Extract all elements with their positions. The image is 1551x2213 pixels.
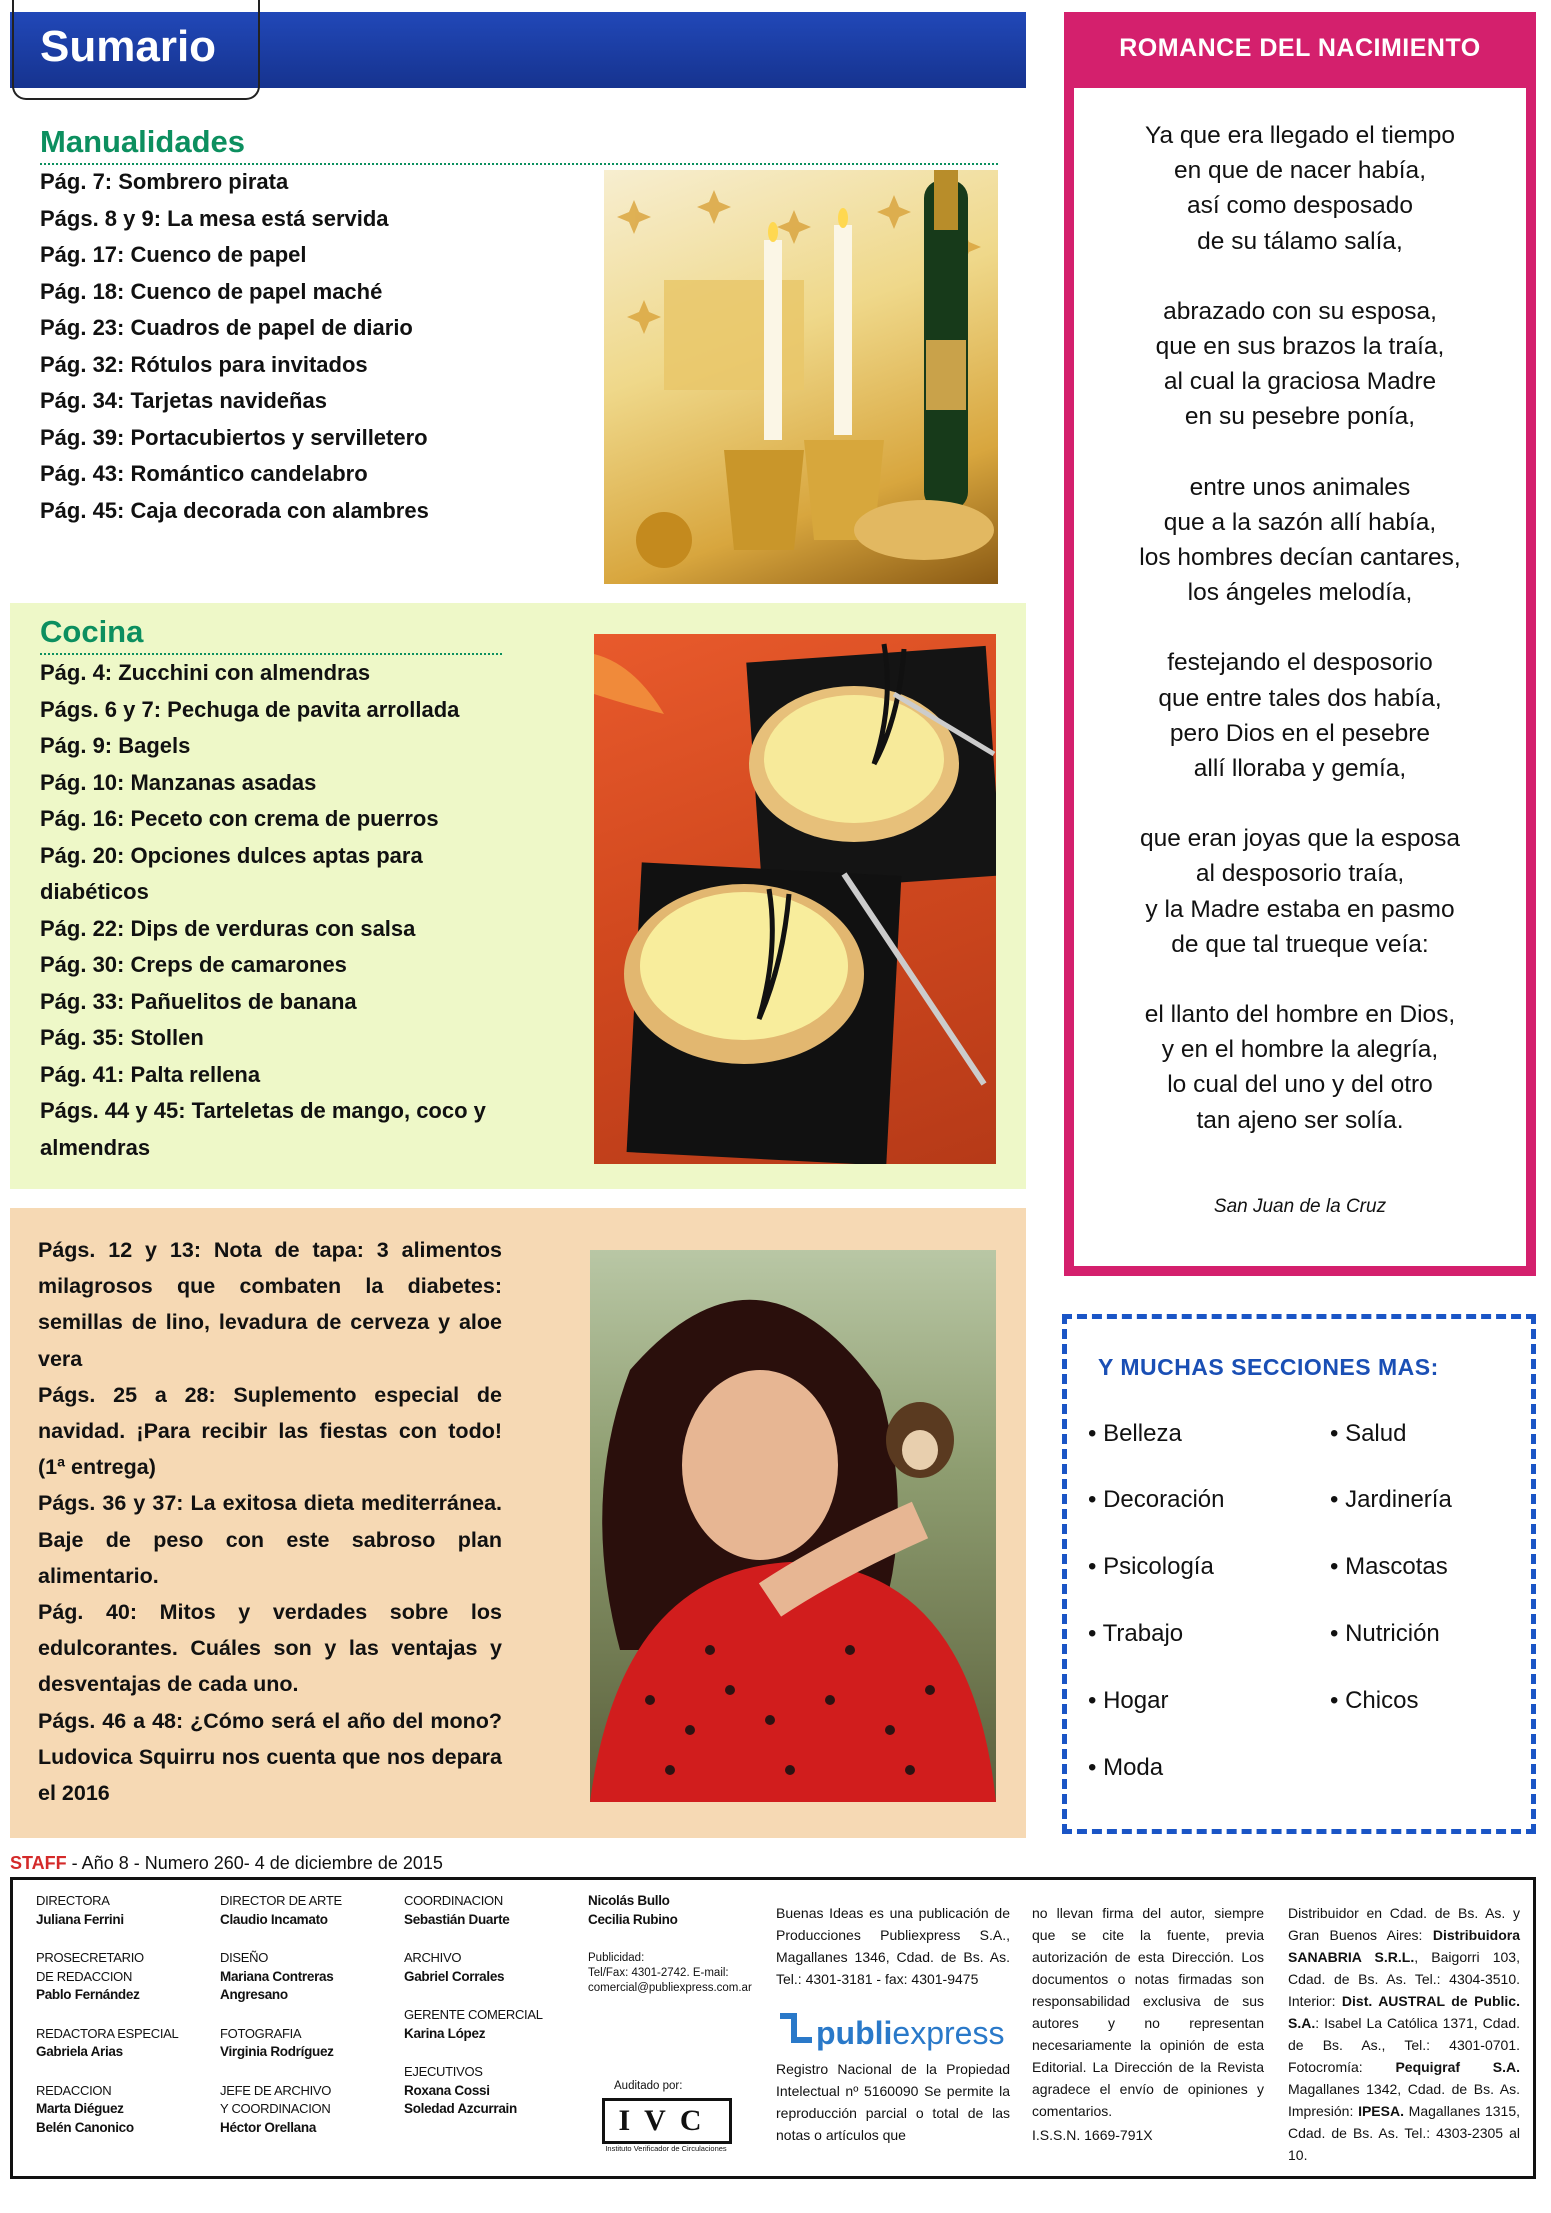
registro-info: Registro Nacional de la Propiedad Intelectual nº 5160090 Se permite la reproducción parcial o total de las notas o artículos que [776,2061,1010,2143]
staff-name: Virginia Rodríguez [220,2044,334,2059]
publiexpress-mark-icon [776,2012,816,2048]
staff-group [404,2006,574,2043]
list-item: Pág. 7: Sombrero pirata [40,169,289,194]
section-item: • Jardinería [1330,1486,1452,1514]
list-item: Pág. 33: Pañuelitos de banana [40,988,357,1014]
staff-column-3 [404,1892,574,2139]
poem-line: en su pesebre ponía, [1184,403,1416,431]
section-item: • Nutrición [1330,1620,1440,1648]
poem-line: entre unos animales [1189,473,1411,501]
note-1: Págs. 12 y 13: Nota de tapa: 3 alimentos milagrosos que combaten la diabetes: semillas de lino, levadura de cerveza y aloe vera [38,1238,502,1371]
distribution-info [1288,1902,1520,2166]
distribution-text: Magallanes 1315, Cdad. de Bs. As. Tel.: 4303-2305 al 10. [1288,2103,1520,2163]
section-item: • Trabajo [1088,1620,1183,1648]
cocina-title: Cocina [40,614,144,649]
poem-stanza [1078,997,1522,1138]
distribution-text: , Baigorri 103, Cdad. de Bs. As. Tel.: 4304-3510. Interior: [1288,1949,1520,2009]
featured-notes [38,1232,502,1811]
staff-group [36,2082,206,2138]
list-item: Pág. 9: Bagels [40,733,191,758]
distribution-bold: IPESA. [1358,2103,1404,2119]
list-item: Pág. 20: Opciones dulces aptas para [40,842,423,868]
list-item: Pág. 17: Cuenco de papel [40,242,307,267]
staff-name: Cecilia Rubino [588,1911,678,1927]
staff-group [36,1892,206,1929]
manualidades-title: Manualidades [40,124,245,159]
staff-role: FOTOGRAFIA [220,2025,302,2041]
poem-line: y en el hombre la alegría, [1161,1036,1439,1064]
list-item: Pág. 45: Caja decorada con alambres [40,497,429,523]
staff-name: Héctor Orellana [220,2119,317,2135]
poem-stanza [1078,821,1522,962]
staff-name: Angresano [220,1987,288,2002]
staff-name: Roxana Cossi [404,2082,490,2098]
cocina-list [40,655,580,1166]
distribution-text: Distribuidor en Cdad. de Bs. As. y Gran Buenos Aires: [1288,1905,1520,1943]
staff-name: Gabriela Arias [36,2044,123,2059]
list-item: Pág. 22: Dips de verduras con salsa [40,915,416,941]
ivc-subtitle: Instituto Verificador de Circulaciones [605,2144,727,2153]
distribution-text: Magallanes 1342, Cdad. de Bs. As. Impresión: [1288,2081,1520,2119]
poem-line: los hombres decían cantares, [1139,544,1461,572]
list-item: Págs. 8 y 9: La mesa está servida [40,205,389,231]
note-4: Pág. 40: Mitos y verdades sobre los edulcorantes. Cuáles son y las ventajas y desventajas de cada uno. [38,1600,502,1697]
staff-name: Juliana Ferrini [36,1911,124,1927]
section-item: • Decoración [1088,1486,1224,1514]
distribution-bold: Pequigraf S.A. [1395,2059,1520,2075]
poem-line: tan ajeno ser solía. [1196,1106,1404,1134]
staff-name: Mariana Contreras [220,1968,334,1984]
staff-label: STAFF [10,1853,67,1873]
photo-christmas-candles [604,170,998,584]
disclaimer: no llevan firma del autor, siempre que se cite la fuente, previa autorización de esta Dirección. Los documentos o notas firmadas son responsabilidad exclusiva de sus autores y no representan necesariamente la opinión de esta Editorial. La Dirección de la Revista agradece el envío de opiniones y comentarios. [1032,1905,1264,2119]
list-item: Pág. 43: Romántico candelabro [40,461,368,486]
poem-line: al cual la graciosa Madre [1163,368,1437,396]
staff-name: Belén Canonico [36,2119,134,2135]
poem-line: que a la sazón allí había, [1163,508,1437,536]
distribution-bold: Dist. AUSTRAL de Public. S.A. [1288,1993,1520,2031]
logo-left: publi [816,2015,893,2051]
staff-group [220,1949,390,2005]
photo-tartlets [594,634,996,1164]
poem-line: y la Madre estaba en pasmo [1145,895,1455,923]
staff-heading [10,1853,443,1874]
staff-role: ARCHIVO [404,1950,462,1965]
staff-role: GERENTE COMERCIAL [404,2007,543,2022]
staff-name: Nicolás Bullo [588,1893,670,1908]
staff-name: Sebastián Duarte [404,1911,510,1927]
poem-line: abrazado con su esposa, [1163,297,1437,325]
staff-role: REDACCION [36,2082,112,2098]
list-item: Pág. 16: Peceto con crema de puerros [40,806,439,831]
note-5: Págs. 46 a 48: ¿Cómo será el año del mono? Ludovica Squirru nos cuenta que nos depara el 2016 [38,1708,502,1806]
section-item: • Belleza [1088,1420,1182,1448]
poem-author: San Juan de la Cruz [1213,1196,1387,1217]
section-item: • Chicos [1330,1687,1418,1715]
poem-line: de su tálamo salía, [1197,227,1403,255]
poem-line: los ángeles melodía, [1187,579,1413,607]
staff-role: COORDINACION [404,1893,503,1908]
staff-role: DISEÑO [220,1950,269,1965]
poem-stanza [1078,118,1522,259]
list-item: Pág. 23: Cuadros de papel de diario [40,315,413,340]
poem [1078,118,1522,1173]
publicidad-contact: Tel/Fax: 4301-2742. E-mail: comercial@publiexpress.com.ar [588,1967,752,1994]
romance-title: ROMANCE DEL NACIMIENTO [1119,34,1481,62]
list-item: Pág. 32: Rótulos para invitados [40,351,368,377]
staff-role: JEFE DE ARCHIVO [220,2082,332,2098]
list-item: almendras [40,1134,151,1160]
section-item: • Moda [1088,1754,1163,1782]
page-title: Sumario [40,22,217,71]
poem-line: el llanto del hombre en Dios, [1144,1001,1456,1029]
staff-role: REDACTORA ESPECIAL [36,2025,179,2041]
section-item: • Hogar [1088,1687,1168,1715]
section-item: • Salud [1330,1420,1406,1448]
staff-group [404,1892,574,1929]
poem-line: al desposorio traía, [1195,860,1405,888]
distribution-text: : Isabel La Católica 1371, Cdad. de Bs. As., Tel.: 4301-0701. Fotocromía: [1288,2015,1520,2075]
staff-group [220,2025,390,2062]
list-item: Pág. 34: Tarjetas navideñas [40,388,327,413]
staff-role: DIRECTOR DE ARTE [220,1893,342,1908]
distribution-bold: Distribuidora SANABRIA S.R.L. [1288,1927,1520,1965]
publiexpress-logo [776,2012,1004,2052]
staff-group [220,2082,390,2138]
staff-name: Karina López [404,2025,486,2041]
poem-line: de que tal trueque veía: [1171,930,1429,958]
staff-column-4 [588,1892,758,1996]
poem-line: que eran joyas que la esposa [1139,825,1461,853]
staff-role: DIRECTORA [36,1893,110,1908]
photo-woman-with-monkey [590,1250,996,1802]
publicidad-label: Publicidad: [588,1952,645,1964]
staff-role: Y COORDINACION [220,2101,331,2116]
ivc-logo: IVC [602,2098,732,2144]
poem-line: allí lloraba y gemía, [1193,755,1407,783]
list-item: Págs. 44 y 45: Tarteletas de mango, coco y [40,1098,486,1123]
poem-line: pero Dios en el pesebre [1169,719,1431,747]
staff-group [404,1949,574,1986]
poem-stanza [1078,294,1522,435]
poem-line: festejando el desposorio [1167,649,1433,677]
poem-line: que en sus brazos la traía, [1155,333,1445,361]
section-item: • Mascotas [1330,1553,1448,1581]
poem-line: así como desposado [1186,192,1414,220]
staff-role: PROSECRETARIO [36,1950,144,1965]
note-2: Págs. 25 a 28: Suplemento especial de navidad. ¡Para recibir las fiestas con todo! (1ª entrega) [38,1382,502,1480]
list-item: Pág. 4: Zucchini con almendras [40,660,371,685]
list-item: Pág. 18: Cuenco de papel maché [40,278,383,304]
list-item: Pág. 35: Stollen [40,1025,204,1050]
publisher-info: Buenas Ideas es una publicación de Producciones Publiexpress S.A., Magallanes 1346, Cdad. de Bs. As. Tel.: 4301-3181 - fax: 4301-9475 [776,1905,1010,1987]
staff-column-2 [220,1892,390,2157]
staff-role: DE REDACCION [36,1968,133,1984]
staff-name: Marta Diéguez [36,2101,124,2116]
poem-line: lo cual del uno y del otro [1167,1071,1433,1099]
staff-column-1 [36,1892,206,2157]
staff-edition: - Año 8 - Numero 260- 4 de diciembre de 2015 [71,1853,443,1873]
auditado-label: Auditado por: [614,2080,683,2092]
list-item: Pág. 41: Palta rellena [40,1061,261,1087]
list-item: Pág. 10: Manzanas asadas [40,769,317,795]
issn: I.S.S.N. 1669-791X [1032,2127,1153,2143]
staff-group [36,2025,206,2062]
list-item: diabéticos [40,879,149,904]
poem-line: que entre tales dos había, [1158,684,1442,712]
poem-line: Ya que era llegado el tiempo [1144,122,1456,149]
secciones-title: Y MUCHAS SECCIONES MAS: [1098,1354,1439,1380]
staff-group [36,1949,206,2005]
staff-group [220,1892,390,1929]
logo-right: express [892,2015,1005,2051]
list-item: Págs. 6 y 7: Pechuga de pavita arrollada [40,696,460,722]
staff-name: Soledad Azcurrain [404,2101,517,2116]
manualidades-list [40,164,600,529]
staff-name: Gabriel Corrales [404,1968,505,1984]
staff-group [404,2063,574,2119]
poem-line: en que de nacer había, [1173,157,1426,185]
poem-stanza [1078,470,1522,611]
staff-name: Pablo Fernández [36,1987,140,2002]
section-item: • Psicología [1088,1553,1214,1581]
staff-role: EJECUTIVOS [404,2064,483,2079]
list-item: Pág. 30: Creps de camarones [40,952,347,977]
note-3: Págs. 36 y 37: La exitosa dieta mediterránea. Baje de peso con este sabroso plan alimentario. [38,1491,502,1588]
staff-name: Claudio Incamato [220,1911,328,1927]
poem-stanza [1078,645,1522,786]
list-item: Pág. 39: Portacubiertos y servilletero [40,424,428,450]
